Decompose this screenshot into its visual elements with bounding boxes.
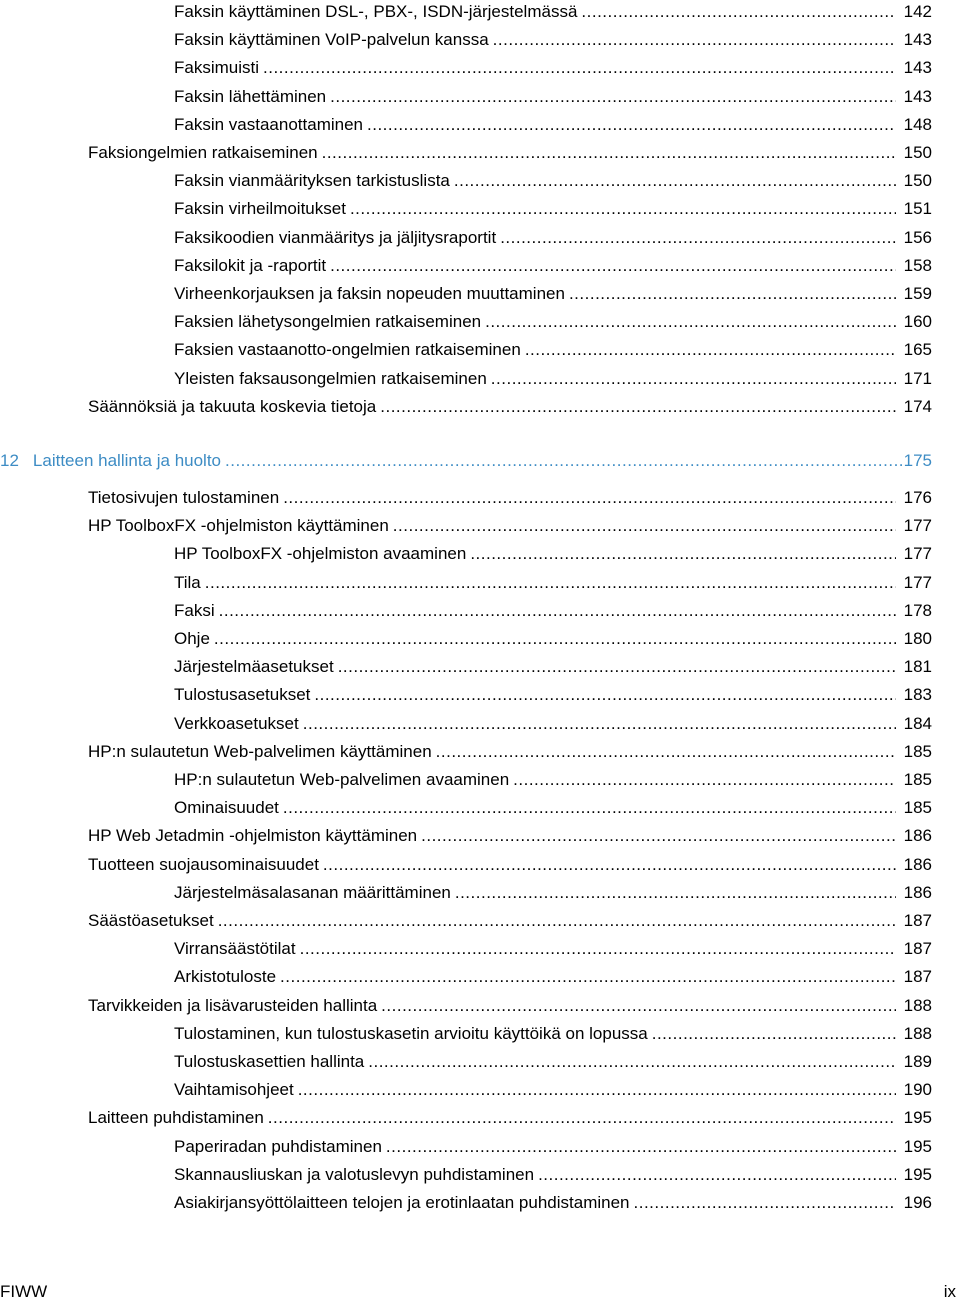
toc-entry[interactable] (174, 276, 932, 304)
toc-entry[interactable] (174, 790, 932, 818)
toc-entry-title: Laitteen puhdistaminen (88, 1108, 264, 1128)
toc-entry-title: Järjestelmäsalasanan määrittäminen (174, 882, 451, 902)
toc-entry[interactable] (174, 706, 932, 734)
chapter-title: Laitteen hallinta ja huolto (32, 451, 222, 470)
toc-entry[interactable] (88, 903, 932, 931)
toc-entry-title: Verkkoasetukset (174, 713, 299, 733)
toc-entry[interactable] (174, 593, 932, 621)
toc-entry-page: 185 (903, 770, 932, 789)
dot-leader (513, 770, 896, 790)
toc-entry[interactable] (174, 621, 932, 649)
toc-entry[interactable] (174, 22, 932, 50)
toc-entry-page: 177 (903, 544, 932, 564)
toc-entry[interactable] (174, 931, 932, 959)
dot-leader (314, 685, 896, 705)
toc-entry-page: 186 (903, 826, 932, 846)
toc-entry-page: 195 (903, 1108, 932, 1128)
toc-entry-page: 187 (903, 939, 932, 959)
toc-entry-title: Faksikoodien vianmääritys ja jäljitysraportit (174, 227, 497, 247)
dot-leader (380, 397, 896, 417)
footer-label: FIWW (0, 1282, 48, 1301)
toc-entry-title: Faksin käyttäminen VoIP-palvelun kanssa (174, 30, 489, 50)
toc-entry-title: HP:n sulautetun Web-palvelimen avaaminen (174, 770, 510, 789)
toc-entry-page: 143 (903, 30, 932, 50)
toc-entry-page: 174 (903, 396, 932, 416)
toc-entry[interactable] (174, 565, 932, 593)
toc-entry-title: Faksin vianmäärityksen tarkistuslista (174, 171, 450, 191)
dot-leader (454, 171, 896, 191)
toc-entry[interactable] (174, 1044, 932, 1072)
toc-entry-title: HP:n sulautetun Web-palvelimen käyttäminen (88, 741, 432, 761)
toc-entry-title: Faksien vastaanotto-ongelmien ratkaiseminen (174, 340, 521, 360)
toc-entry-page: 183 (903, 685, 932, 705)
chapter-heading[interactable] (0, 447, 932, 471)
toc-entry-page: 160 (903, 312, 932, 332)
toc-entry[interactable] (174, 649, 932, 677)
dot-leader (493, 30, 896, 50)
toc-entry-page: 187 (903, 967, 932, 987)
dot-leader (225, 451, 902, 471)
toc-entry-title: Järjestelmäasetukset (174, 657, 334, 677)
toc-entry[interactable] (174, 762, 932, 790)
toc-entry-title: Tulostuskasettien hallinta (174, 1052, 365, 1071)
dot-leader (368, 1052, 896, 1072)
toc-entry-page: 156 (903, 227, 932, 247)
toc-entry-page: 148 (903, 114, 932, 134)
dot-leader (367, 115, 896, 135)
toc-entry-page: 185 (903, 741, 932, 761)
dot-leader (500, 228, 896, 248)
toc-entry[interactable] (174, 79, 932, 107)
dot-leader (263, 58, 896, 78)
dot-leader (485, 312, 896, 332)
toc-entry-page: 177 (903, 572, 932, 592)
toc-entry[interactable] (174, 163, 932, 191)
toc-entry-page: 150 (903, 171, 932, 191)
dot-leader (491, 369, 896, 389)
toc-entry-page: 181 (903, 657, 932, 677)
toc-entry-page: 188 (903, 1023, 932, 1043)
toc-entry-page: 196 (903, 1193, 932, 1212)
toc-entry-title: Faksin vastaanottaminen (174, 114, 363, 134)
dot-leader (283, 798, 896, 818)
toc-entry[interactable] (174, 1072, 932, 1100)
toc-entry-page: 171 (903, 368, 932, 388)
toc-entry-title: Faksimuisti (174, 58, 260, 78)
dot-leader (455, 883, 896, 903)
toc-entry[interactable] (174, 1016, 932, 1044)
chapter-number: 12 (0, 451, 19, 470)
toc-entry-title: Tietosivujen tulostaminen (88, 488, 280, 507)
dot-leader (219, 601, 896, 621)
toc-entry-page: 159 (903, 284, 932, 303)
toc-entry-page: 150 (903, 143, 932, 162)
toc-entry[interactable] (174, 1129, 932, 1157)
dot-leader (300, 939, 896, 959)
toc-entry[interactable] (174, 1157, 932, 1185)
toc-entry-title: Virransäästötilat (174, 939, 296, 959)
dot-leader (280, 967, 896, 987)
toc-entry-title: Faksiongelmien ratkaiseminen (88, 143, 318, 162)
toc-entry[interactable] (174, 304, 932, 332)
dot-leader (421, 826, 896, 846)
dot-leader (525, 340, 896, 360)
dot-leader (436, 742, 896, 762)
toc-entry-page: 189 (903, 1052, 932, 1071)
toc-entry-title: HP Web Jetadmin -ohjelmiston käyttäminen (88, 826, 418, 846)
toc-entry-title: Säästöasetukset (88, 911, 214, 930)
toc-entry-page: 165 (903, 340, 932, 360)
toc-entry-page: 176 (903, 488, 932, 507)
toc-entry-title: Faksien lähetysongelmien ratkaiseminen (174, 312, 482, 332)
toc-entry-page: 151 (903, 199, 932, 219)
dot-leader (303, 714, 896, 734)
toc-entry[interactable] (88, 734, 932, 762)
toc-entry-title: HP ToolboxFX -ohjelmiston avaaminen (174, 544, 467, 564)
dot-leader (350, 199, 896, 219)
toc-entry-page: 186 (903, 854, 932, 874)
toc-entry-page: 142 (903, 2, 932, 21)
toc-entry-title: Paperiradan puhdistaminen (174, 1136, 382, 1156)
toc-entry-page: 143 (903, 86, 932, 106)
toc-entry-title: Tila (174, 572, 201, 592)
dot-leader (381, 996, 896, 1016)
toc-entry-title: HP ToolboxFX -ohjelmiston käyttäminen (88, 516, 389, 536)
toc-entry-title: Faksin käyttäminen DSL-, PBX-, ISDN-järjestelmässä (174, 2, 578, 21)
toc-entry-title: Skannausliuskan ja valotuslevyn puhdistaminen (174, 1164, 535, 1184)
toc-entry-page: 195 (903, 1164, 932, 1184)
toc-entry[interactable] (88, 988, 932, 1016)
dot-leader (393, 516, 896, 536)
toc-entry-title: Virheenkorjauksen ja faksin nopeuden muuttaminen (174, 284, 565, 303)
toc-entry-title: Vaihtamisohjeet (174, 1080, 294, 1100)
toc-entry[interactable] (174, 875, 932, 903)
toc-entry[interactable] (174, 1185, 932, 1213)
dot-leader (569, 284, 896, 304)
dot-leader (386, 1137, 896, 1157)
toc-entry[interactable] (88, 389, 932, 417)
toc-entry-page: 180 (903, 629, 932, 648)
toc-entry-title: Faksin virheilmoitukset (174, 199, 346, 219)
toc-entry-title: Faksilokit ja -raportit (174, 255, 327, 275)
dot-leader (322, 143, 896, 163)
toc-entry[interactable] (88, 135, 932, 163)
toc-entry[interactable] (174, 332, 932, 360)
toc-entry-title: Tulostaminen, kun tulostuskasetin arvioitu käyttöikä on lopussa (174, 1023, 648, 1043)
dot-leader (634, 1193, 896, 1213)
toc-entry-title: Asiakirjansyöttölaitteen telojen ja erotinlaatan puhdistaminen (174, 1193, 630, 1212)
toc-entry[interactable] (174, 0, 932, 22)
toc-entry-page: 187 (903, 911, 932, 930)
toc-entry-title: Ohje (174, 629, 210, 648)
toc-entry[interactable] (88, 1100, 932, 1128)
toc-entry-title: Arkistotuloste (174, 967, 277, 987)
dot-leader (538, 1165, 896, 1185)
toc-entry[interactable] (88, 480, 932, 508)
toc-entry-title: Yleisten faksausongelmien ratkaiseminen (174, 368, 487, 388)
toc-entry-page: 158 (903, 255, 932, 275)
toc-entry[interactable] (174, 248, 932, 276)
toc-entry-page: 184 (903, 713, 932, 733)
toc-entry-page: 185 (903, 798, 932, 818)
toc-entry[interactable] (174, 191, 932, 219)
dot-leader (652, 1024, 896, 1044)
toc-entry-title: Tuotteen suojausominaisuudet (88, 854, 319, 874)
toc-entry[interactable] (88, 508, 932, 536)
toc-entry-page: 186 (903, 882, 932, 902)
toc-entry[interactable] (174, 536, 932, 564)
page-number: ix (943, 1282, 956, 1301)
toc-entry[interactable] (174, 959, 932, 987)
toc-entry[interactable] (174, 361, 932, 389)
toc-entry-page: 143 (903, 58, 932, 78)
toc-entry-title: Faksi (174, 600, 215, 620)
toc-entry-page: 190 (903, 1080, 932, 1100)
toc-entry[interactable] (88, 818, 932, 846)
dot-leader (214, 629, 896, 649)
toc-entry[interactable] (88, 847, 932, 875)
toc-entry[interactable] (174, 50, 932, 78)
dot-leader (323, 855, 896, 875)
toc-entry[interactable] (174, 220, 932, 248)
dot-leader (330, 87, 896, 107)
dot-leader (330, 256, 896, 276)
dot-leader (205, 573, 896, 593)
dot-leader (338, 657, 896, 677)
dot-leader (298, 1080, 896, 1100)
dot-leader (218, 911, 896, 931)
toc-entry[interactable] (174, 677, 932, 705)
toc-entry-title: Tarvikkeiden ja lisävarusteiden hallinta (88, 995, 378, 1015)
dot-leader (268, 1108, 896, 1128)
dot-leader (581, 2, 896, 22)
toc-entry-title: Ominaisuudet (174, 798, 279, 818)
toc-entry[interactable] (174, 107, 932, 135)
toc-entry-title: Tulostusasetukset (174, 685, 311, 705)
dot-leader (283, 488, 896, 508)
toc-entry-page: 178 (903, 600, 932, 620)
toc-entry-title: Faksin lähettäminen (174, 86, 327, 106)
toc-entry-page: 188 (903, 995, 932, 1015)
chapter-page: 175 (903, 451, 932, 470)
dot-leader (470, 544, 896, 564)
toc-entry-page: 177 (903, 516, 932, 536)
toc-entry-page: 195 (903, 1136, 932, 1156)
toc-entry-title: Säännöksiä ja takuuta koskevia tietoja (88, 396, 377, 416)
